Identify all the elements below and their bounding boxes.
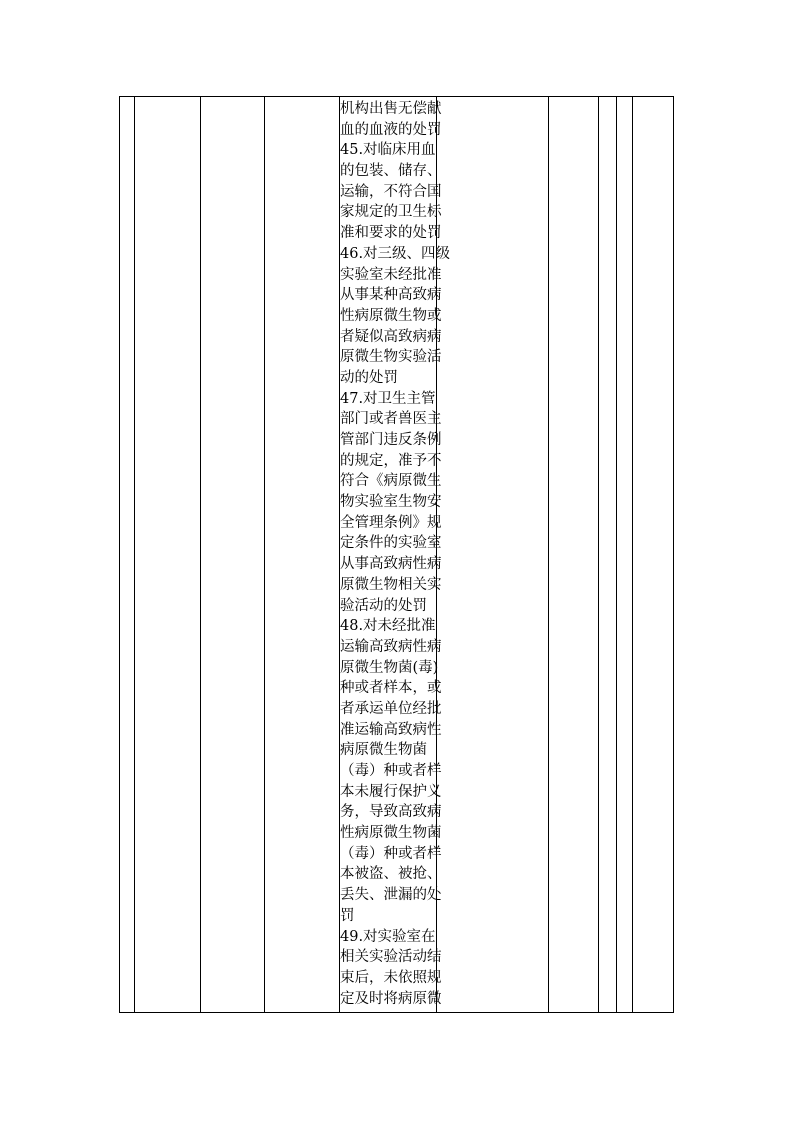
cell-text-line: 运输高致病性病 bbox=[340, 638, 442, 655]
cell-text-line: 动的处罚 bbox=[340, 369, 398, 386]
column-divider bbox=[616, 97, 617, 1012]
cell-text-line: 运输，不符合国 bbox=[340, 183, 442, 200]
cell-text-line: 本未履行保护义 bbox=[340, 783, 442, 800]
cell-text-line: 从事某种高致病 bbox=[340, 287, 442, 304]
regulation-table bbox=[119, 96, 674, 1013]
penalty-description-cell bbox=[340, 99, 451, 1009]
column-divider bbox=[598, 97, 599, 1012]
cell-text-line: 验活动的处罚 bbox=[340, 597, 427, 614]
cell-text-line: 束后，未依照规 bbox=[340, 969, 442, 986]
cell-text-line: 45.对临床用血 bbox=[340, 142, 436, 159]
cell-text-line: 的包装、储存、 bbox=[340, 163, 442, 180]
cell-text-line: 务，导致高致病 bbox=[340, 804, 442, 821]
cell-text-line: 管部门违反条例 bbox=[340, 432, 442, 448]
cell-text-line: 定及时将病原微 bbox=[340, 990, 442, 1007]
cell-text-line: 机构出售无偿献 bbox=[340, 101, 442, 117]
cell-text-line: （毒）种或者样 bbox=[340, 845, 442, 862]
cell-text-line: 准运输高致病性 bbox=[340, 721, 442, 738]
cell-text-line: 血的血液的处罚 bbox=[340, 121, 442, 138]
cell-text-line: 性病原微生物或 bbox=[340, 307, 442, 324]
cell-text-line: 罚 bbox=[340, 907, 355, 924]
cell-text-line: 丢失、泄漏的处 bbox=[340, 887, 442, 904]
cell-text-line: 48.对未经批准 bbox=[340, 618, 436, 635]
cell-text-line: 者疑似高致病病 bbox=[340, 328, 442, 345]
cell-text-line: 原微生物相关实 bbox=[340, 576, 442, 593]
cell-text-line: 原微生物实验活 bbox=[340, 349, 442, 366]
cell-text-line: 病原微生物菌 bbox=[340, 742, 427, 759]
cell-text-line: 从事高致病性病 bbox=[340, 556, 442, 573]
cell-text-line: 性病原微生物菌 bbox=[340, 825, 442, 842]
cell-text-line: 本被盗、被抢、 bbox=[340, 866, 442, 883]
cell-text-line: 46.对三级、四级 bbox=[340, 245, 451, 262]
cell-text-line: 原微生物菌(毒) bbox=[340, 659, 439, 676]
column-divider bbox=[200, 97, 201, 1012]
cell-text-line: 符合《病原微生 bbox=[340, 473, 442, 490]
cell-text-line: 准和要求的处罚 bbox=[340, 225, 442, 242]
cell-text-line: 种或者样本，或 bbox=[340, 680, 442, 697]
column-divider bbox=[264, 97, 265, 1012]
cell-text-line: 49.对实验室在 bbox=[340, 928, 436, 945]
cell-text-line: 家规定的卫生标 bbox=[340, 204, 442, 221]
cell-text-line: 者承运单位经批 bbox=[340, 700, 442, 717]
column-divider bbox=[548, 97, 549, 1012]
cell-text-line: 部门或者兽医主 bbox=[340, 411, 442, 428]
cell-text-line: 实验室未经批准 bbox=[340, 266, 442, 283]
column-divider bbox=[632, 97, 633, 1012]
cell-text-line: 物实验室生物安 bbox=[340, 494, 442, 511]
cell-text-line: 的规定，准予不 bbox=[340, 452, 442, 469]
cell-text-line: 相关实验活动结 bbox=[340, 949, 442, 966]
cell-text-line: 定条件的实验室 bbox=[340, 535, 442, 552]
column-divider bbox=[134, 97, 135, 1012]
cell-text-line: 47.对卫生主管 bbox=[340, 390, 436, 407]
cell-text-line: （毒）种或者样 bbox=[340, 763, 442, 779]
cell-text-line: 全管理条例》规 bbox=[340, 514, 442, 531]
